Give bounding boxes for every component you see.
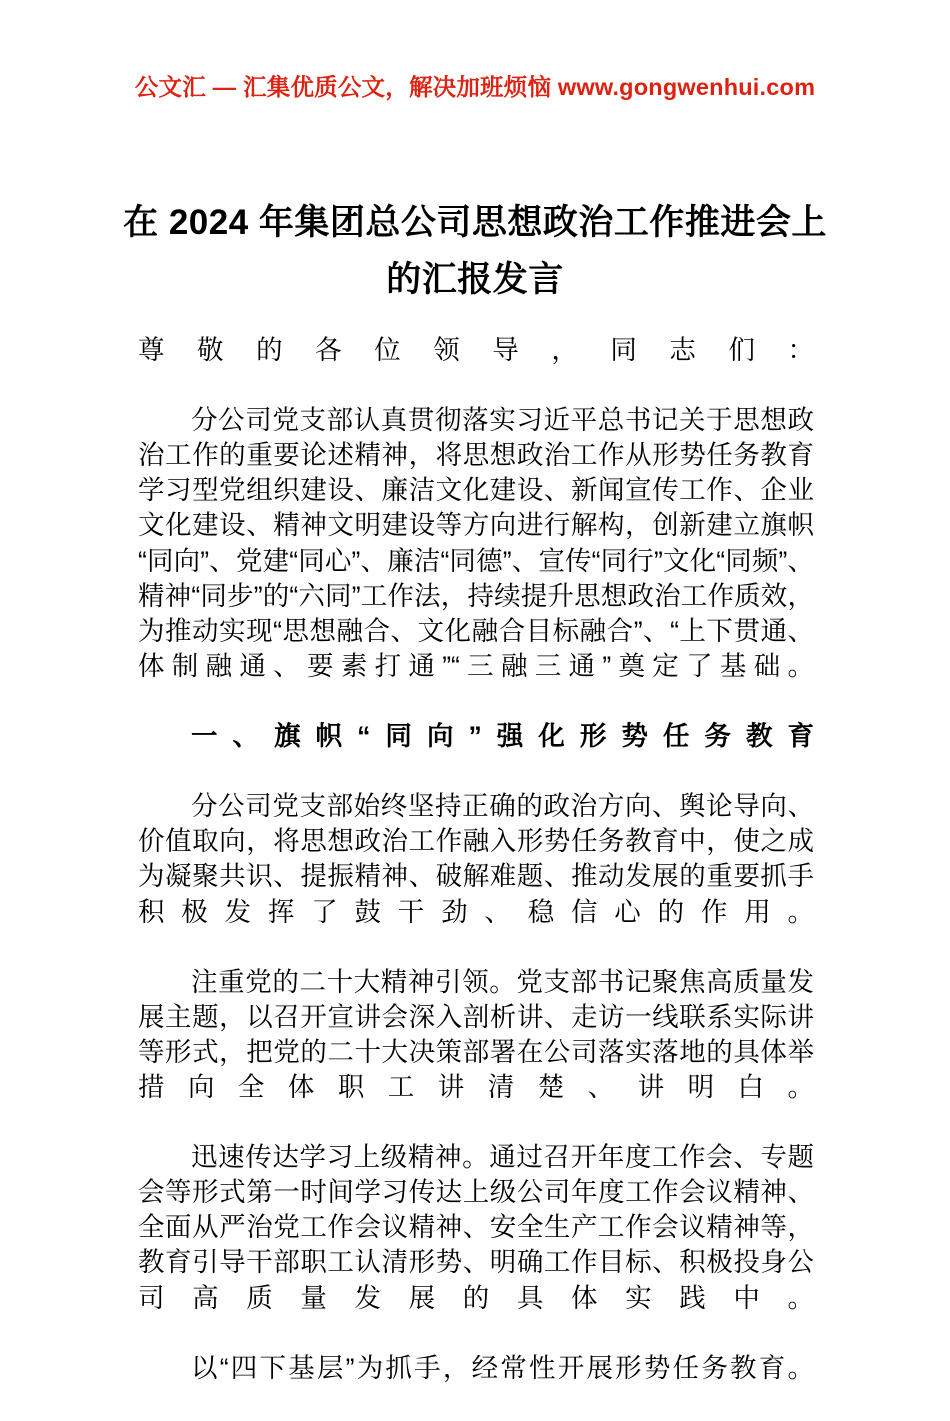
paragraph-opening: 分公司党支部认真贯彻落实习近平总书记关于思想政治工作的重要论述精神，将思想政治工作从形势任务教育学习型党组织建设、廉洁文化建设、新闻宣传工作、企业文化建设、精神文明建设等方向进行解构，创新建立旗帜“同向”、党建“同心”、廉洁“同德”、宣传“同行”文化“同频”、精神“同步”的“六同”工作法，持续提升思想政治工作质效，为推动实现“思想融合、文化融合目标融合”、“上下贯通、体制融通、要素打通”“三融三通”奠定了基础。: [138, 405, 814, 681]
paragraph-1-3: 迅速传达学习上级精神。通过召开年度工作会、专题会等形式第一时间学习传达上级公司年度工作会议精神、全面从严治党工作会议精神、安全生产工作会议精神等，教育引导干部职工认清形势、明确工作目标、积极投身公司高质量发展的具体实践中。: [138, 1142, 814, 1313]
document-title-text: 在 2024 年集团总公司思想政治工作推进会上的汇报发言: [123, 203, 827, 300]
document-body: [138, 333, 814, 1421]
paragraph-1-2: 注重党的二十大精神引领。党支部书记聚焦高质量发展主题，以召开宣讲会深入剖析讲、走访一线联系实际讲等形式，把党的二十大决策部署在公司落实落地的具体举措向全体职工讲清楚、讲明白。: [138, 966, 814, 1102]
document-title: [118, 195, 832, 308]
paragraph-salutation: 尊敬的各位领导，同志们：: [138, 335, 814, 365]
watermark-text: 公文汇 — 汇集优质公文，解决加班烦恼 www.gongwenhui.com: [134, 74, 816, 100]
paragraph-1-4: 以“四下基层”为抓手，经常性开展形势任务教育。: [191, 1352, 814, 1383]
section-heading-1: 一、旗帜“同向”强化形势任务教育: [191, 721, 814, 752]
site-watermark-header: [0, 76, 950, 100]
paragraph-1-1: 分公司党支部始终坚持正确的政治方向、舆论导向、价值取向，将思想政治工作融入形势任务教育中，使之成为凝聚共识、提振精神、破解难题、推动发展的重要抓手积极发挥了鼓干劲、稳信心的作用。: [138, 791, 814, 927]
